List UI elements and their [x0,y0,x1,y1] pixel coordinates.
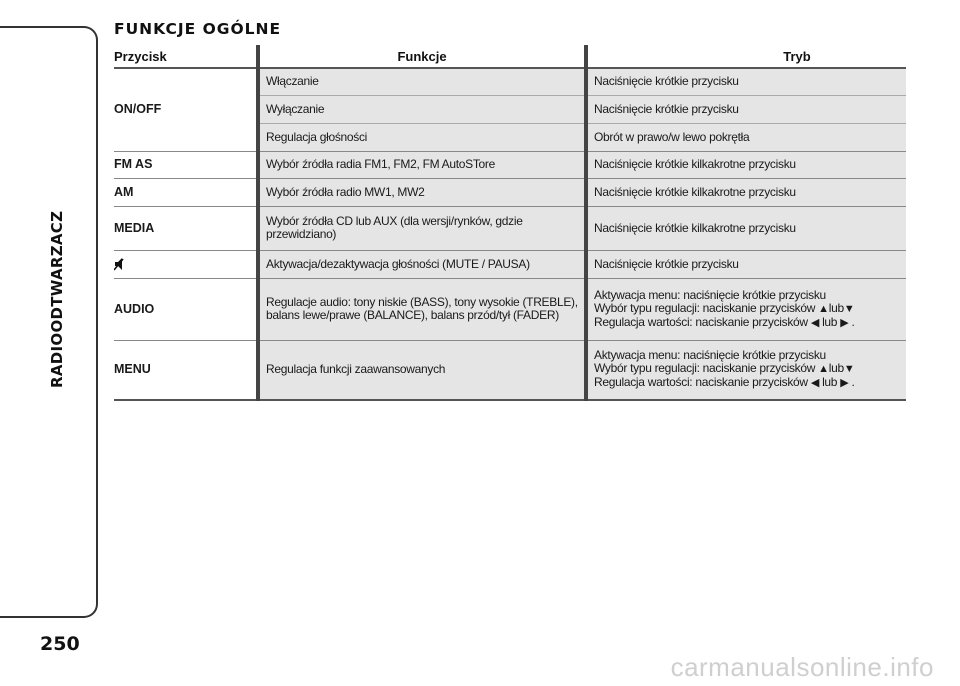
function-cell: Włączanie [258,68,586,95]
section-title: FUNKCJE OGÓLNE [114,20,282,38]
mode-line: Regulacja wartości: naciskanie przycisków ◀ lub ▶ . [594,314,855,329]
function-cell: Regulacja funkcji zaawansowanych [258,340,586,400]
mode-cell: Obrót w prawo/w lewo pokrętła [586,123,906,151]
mode-line: Aktywacja menu: naciśnięcie krótkie przycisku [594,287,826,302]
mode-cell: Naciśnięcie krótkie przycisku [586,95,906,123]
page-number: 250 [40,633,80,655]
triangle-right-icon: ▶ [840,316,849,329]
header-mode: Tryb [586,45,906,68]
button-mute [114,250,258,278]
mode-cell [586,278,906,340]
mode-cell: Naciśnięcie krótkie kilkakrotne przycisku [586,151,906,178]
button-menu: MENU [114,340,258,400]
table-row [114,178,906,206]
table-header-row [114,45,906,68]
header-button: Przycisk [114,45,258,68]
button-onoff: ON/OFF [114,68,258,151]
button-fmas: FM AS [114,151,258,178]
mode-cell [586,340,906,400]
watermark: carmanualsonline.info [670,652,934,682]
mode-line: Wybór typu regulacji: naciskanie przycisków ▲lub▼ [594,361,855,376]
function-cell: Regulacje audio: tony niskie (BASS), tony wysokie (TREBLE), balans lewe/prawe (BALANCE), balans przód/tył (FADER) [258,278,586,340]
button-media: MEDIA [114,206,258,250]
mode-line: Regulacja wartości: naciskanie przycisków ◀ lub ▶ . [594,375,855,390]
function-cell: Regulacja głośności [258,123,586,151]
function-cell: Wyłączanie [258,95,586,123]
speaker-mute-icon [114,257,124,271]
triangle-down-icon: ▼ [843,363,855,376]
triangle-left-icon: ◀ [810,316,820,329]
button-am: AM [114,178,258,206]
triangle-down-icon: ▼ [843,302,855,315]
mode-cell: Naciśnięcie krótkie przycisku [586,68,906,95]
header-function: Funkcje [258,45,586,68]
button-audio: AUDIO [114,278,258,340]
chapter-tab [0,26,98,618]
functions-table [114,45,906,401]
function-cell: Wybór źródła radio MW1, MW2 [258,178,586,206]
table-row [114,340,906,400]
mode-line: Wybór typu regulacji: naciskanie przycisków ▲lub▼ [594,300,855,315]
functions-table-container [114,45,906,401]
triangle-right-icon: ▶ [840,377,849,390]
table-row [114,278,906,340]
table-row [114,206,906,250]
chapter-label: RADIOODTWARZACZ [48,210,66,388]
triangle-left-icon: ◀ [810,377,820,390]
triangle-up-icon: ▲ [818,363,829,376]
table-row [114,250,906,278]
triangle-up-icon: ▲ [818,302,829,315]
table-row [114,151,906,178]
mode-line: Aktywacja menu: naciśnięcie krótkie przycisku [594,348,826,363]
mode-cell: Naciśnięcie krótkie przycisku [586,250,906,278]
function-cell: Aktywacja/dezaktywacja głośności (MUTE / PAUSA) [258,250,586,278]
mode-cell: Naciśnięcie krótkie kilkakrotne przycisku [586,206,906,250]
function-cell: Wybór źródła radia FM1, FM2, FM AutoSTore [258,151,586,178]
mode-cell: Naciśnięcie krótkie kilkakrotne przycisku [586,178,906,206]
function-cell: Wybór źródła CD lub AUX (dla wersji/rynków, gdzie przewidziano) [258,206,586,250]
table-row [114,68,906,95]
